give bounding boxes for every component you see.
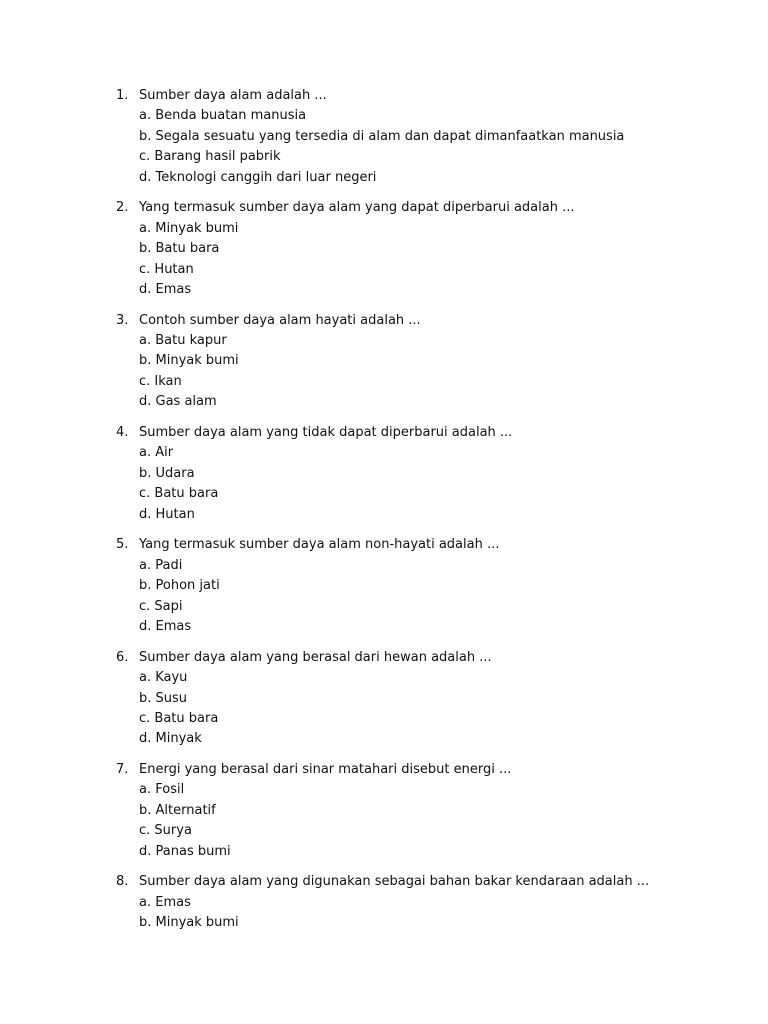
question-item <box>0 760 768 862</box>
question-line <box>0 198 768 218</box>
question-line <box>0 760 768 780</box>
question-line <box>0 648 768 668</box>
answer-option: b. Udara <box>139 465 195 481</box>
question-number: 6. <box>116 649 129 665</box>
question-item <box>0 535 768 637</box>
question-line <box>0 872 768 892</box>
answer-option: c. Sapi <box>139 598 183 614</box>
question-line <box>0 311 768 331</box>
question-item <box>0 423 768 525</box>
answer-option: c. Hutan <box>139 261 194 277</box>
question-text: Sumber daya alam yang digunakan sebagai bahan bakar kendaraan adalah ... <box>139 874 650 890</box>
question-item <box>0 872 768 933</box>
answer-option: c. Batu bara <box>139 486 219 502</box>
answer-option: d. Gas alam <box>139 394 217 410</box>
answer-option: d. Teknologi canggih dari luar negeri <box>139 169 377 185</box>
answer-option: a. Padi <box>139 557 183 573</box>
question-line <box>0 535 768 555</box>
question-item <box>0 198 768 300</box>
answer-option: d. Panas bumi <box>139 843 231 859</box>
answer-option: c. Batu bara <box>139 710 219 726</box>
answer-option: c. Ikan <box>139 373 182 389</box>
question-text: Energi yang berasal dari sinar matahari disebut energi ... <box>139 762 512 778</box>
question-text: Sumber daya alam adalah ... <box>139 88 327 103</box>
answer-option: d. Emas <box>139 618 192 634</box>
question-number: 1. <box>116 88 129 103</box>
answer-option: a. Kayu <box>139 670 188 686</box>
question-number: 5. <box>116 537 129 553</box>
answer-option: a. Benda buatan manusia <box>139 108 307 124</box>
answer-option: b. Alternatif <box>139 802 216 818</box>
question-text: Contoh sumber daya alam hayati adalah ... <box>139 312 421 328</box>
answer-option: d. Emas <box>139 281 192 297</box>
answer-option: b. Minyak bumi <box>139 915 239 931</box>
question-number: 3. <box>116 312 129 328</box>
answer-option: c. Barang hasil pabrik <box>139 149 281 165</box>
question-item <box>0 86 768 188</box>
answer-option: d. Minyak <box>139 731 202 747</box>
question-number: 2. <box>116 200 129 216</box>
answer-option: b. Segala sesuatu yang tersedia di alam dan dapat dimanfaatkan manusia <box>139 128 625 144</box>
question-text: Sumber daya alam yang berasal dari hewan adalah ... <box>139 649 492 665</box>
question-number: 7. <box>116 762 129 778</box>
question-text: Sumber daya alam yang tidak dapat diperbarui adalah ... <box>139 425 513 441</box>
answer-option: a. Batu kapur <box>139 333 227 349</box>
question-line <box>0 423 768 443</box>
answer-option: a. Fosil <box>139 782 185 798</box>
answer-option: b. Pohon jati <box>139 578 220 594</box>
question-item <box>0 648 768 750</box>
answer-option: b. Batu bara <box>139 241 220 257</box>
question-number: 8. <box>116 874 129 890</box>
answer-option: a. Minyak bumi <box>139 220 239 236</box>
answer-option: a. Emas <box>139 894 191 910</box>
question-line <box>0 86 768 106</box>
answer-option: b. Susu <box>139 690 188 706</box>
answer-option: d. Hutan <box>139 506 195 522</box>
answer-option: a. Air <box>139 445 174 461</box>
question-number: 4. <box>116 425 129 441</box>
question-text: Yang termasuk sumber daya alam non-hayati adalah ... <box>139 537 500 553</box>
answer-option: b. Minyak bumi <box>139 353 239 369</box>
question-item <box>0 311 768 413</box>
question-list <box>0 86 768 944</box>
answer-option: c. Surya <box>139 823 192 839</box>
question-text: Yang termasuk sumber daya alam yang dapat diperbarui adalah ... <box>139 200 575 216</box>
